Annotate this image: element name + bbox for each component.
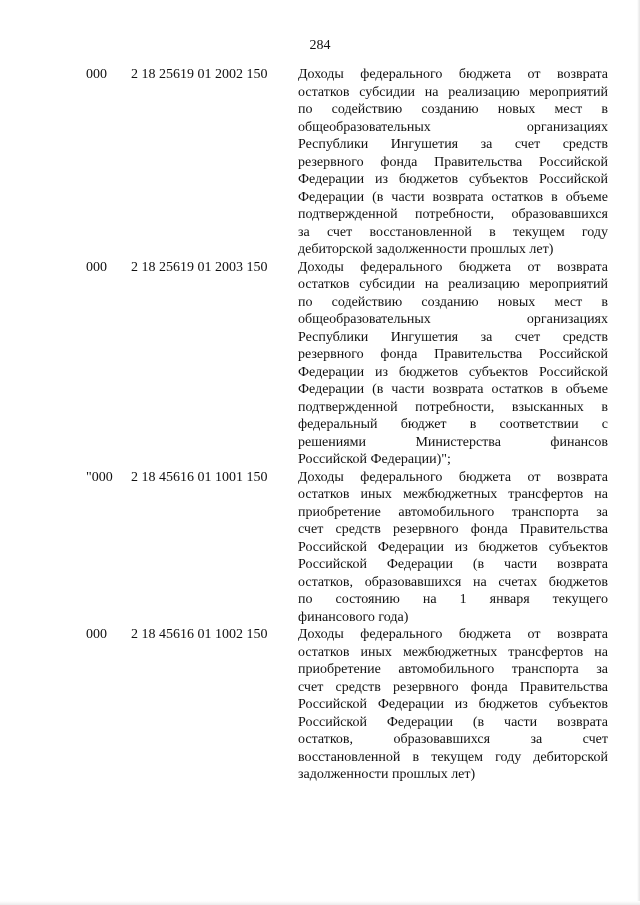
description-line: по содействию созданию новых мест в (298, 294, 608, 310)
admin-code: 000 (86, 67, 107, 82)
budget-code-table (0, 66, 640, 784)
budget-classification-code: 2 18 45616 01 1002 150 (131, 627, 268, 642)
description-line: остатков субсидии на реализацию мероприятий (298, 84, 608, 100)
description-line: остатков субсидии на реализацию мероприятий (298, 277, 608, 292)
admin-code: "000 (86, 469, 113, 485)
description-line: приобретение автомобильного транспорта за (298, 662, 608, 677)
table-row (0, 259, 640, 469)
description-line: Доходы федерального бюджета от возврата (298, 627, 608, 642)
description-line: Федерации (в части возврата остатков в объеме (298, 189, 608, 205)
description-line: счет средств резервного фонда Правительства (298, 522, 608, 537)
description-line: восстановленной в текущем году дебиторской (298, 749, 608, 765)
description-line: Доходы федерального бюджета от возврата (298, 259, 608, 275)
description-line: Федерации из бюджетов субъектов Российской (298, 364, 608, 380)
description-line: Российской Федерации из бюджетов субъектов (298, 697, 608, 712)
description-line: Российской Федерации (в части возврата (298, 557, 608, 572)
admin-code: 000 (86, 259, 107, 275)
description-line: Российской Федерации (в части возврата (298, 714, 608, 730)
description-line: резервного фонда Правительства Российской (298, 347, 608, 362)
description-line: за счет восстановленной в текущем году (298, 224, 608, 240)
budget-classification-code: 2 18 45616 01 1001 150 (131, 469, 268, 485)
scan-edge-bottom (0, 901, 640, 905)
admin-code: 000 (86, 627, 107, 642)
table-row (0, 66, 640, 259)
description-line: остатков иных межбюджетных трансфертов на (298, 487, 608, 502)
income-description (298, 259, 608, 469)
description-line: федеральный бюджет в соответствии с (298, 417, 608, 432)
description-line: остатков, образовавшихся за счет (298, 732, 608, 747)
description-line: Республики Ингушетия за счет средств (298, 137, 608, 152)
description-line: Доходы федерального бюджета от возврата (298, 469, 608, 485)
description-line: Республики Ингушетия за счет средств (298, 329, 608, 345)
description-line: счет средств резервного фонда Правительства (298, 679, 608, 695)
description-line: решениями Министерства финансов (298, 434, 608, 450)
description-line: общеобразовательных организациях (298, 312, 608, 327)
description-line: финансового года) (298, 609, 409, 625)
budget-classification-code: 2 18 25619 01 2003 150 (131, 259, 268, 275)
description-line: общеобразовательных организациях (298, 119, 608, 135)
table-row (0, 469, 640, 627)
table-row (0, 626, 640, 784)
description-line: Федерации из бюджетов субъектов Российской (298, 172, 608, 187)
description-line: резервного фонда Правительства Российской (298, 154, 608, 170)
description-line: Российской Федерации из бюджетов субъектов (298, 539, 608, 555)
description-line: Российской Федерации)"; (298, 452, 451, 467)
income-description (298, 626, 608, 784)
description-line: Доходы федерального бюджета от возврата (298, 67, 608, 82)
description-line: подтвержденной потребности, образовавшихся (298, 207, 608, 222)
description-line: по содействию созданию новых мест в (298, 102, 608, 117)
description-line: остатков иных межбюджетных трансфертов на (298, 644, 608, 660)
description-line: по состоянию на 1 января текущего (298, 592, 608, 607)
description-line: подтвержденной потребности, взысканных в (298, 399, 608, 415)
description-line: дебиторской задолженности прошлых лет) (298, 242, 554, 257)
income-description (298, 469, 608, 627)
description-line: остатков, образовавшихся на счетах бюджетов (298, 574, 608, 590)
description-line: задолженности прошлых лет) (298, 767, 476, 782)
page-number: 284 (309, 38, 331, 53)
budget-classification-code: 2 18 25619 01 2002 150 (131, 67, 268, 82)
description-line: приобретение автомобильного транспорта за (298, 504, 608, 520)
description-line: Федерации (в части возврата остатков в объеме (298, 382, 608, 397)
income-description (298, 66, 608, 259)
